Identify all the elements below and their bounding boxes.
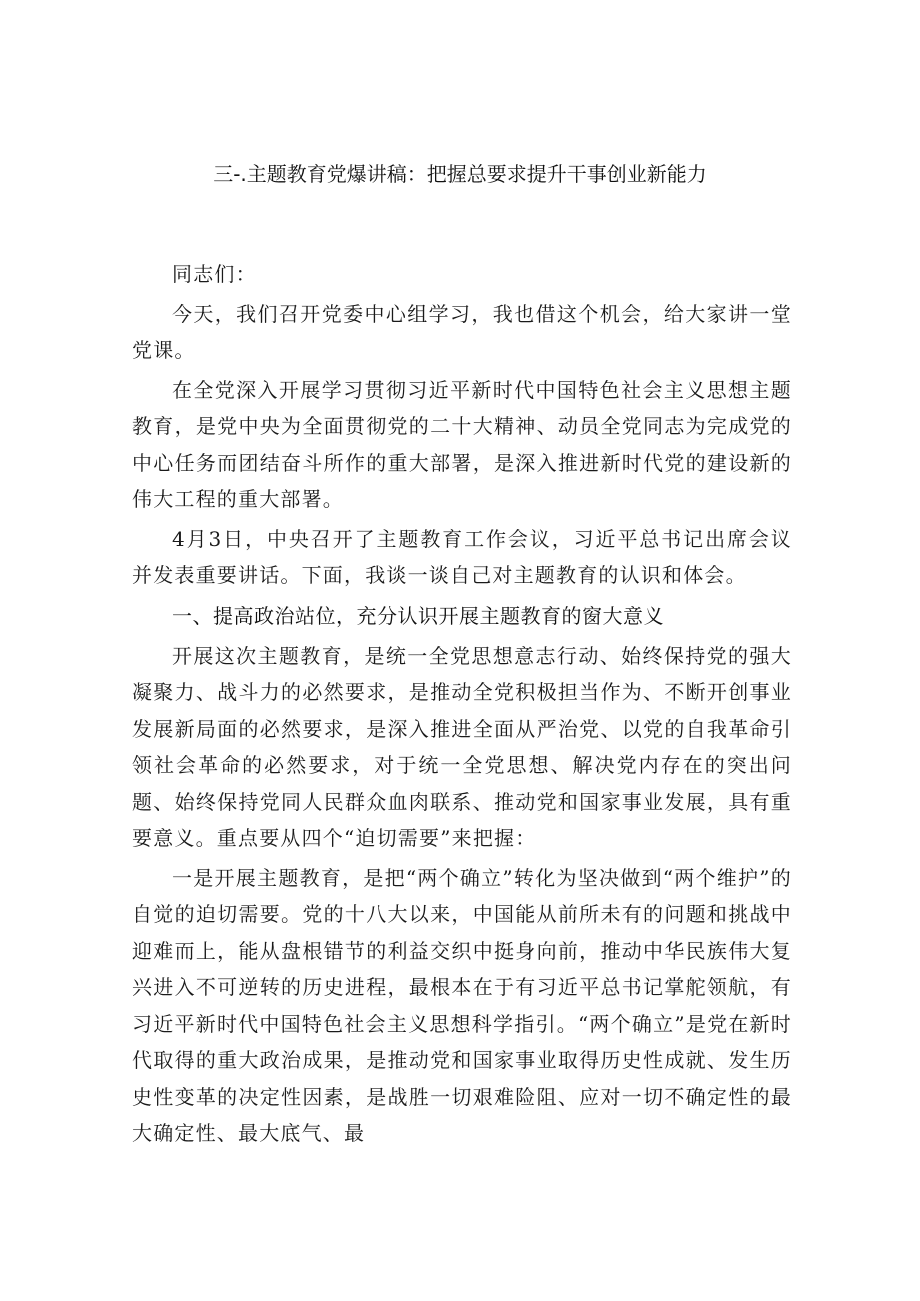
paragraph: 4月3日，中央召开了主题教育工作会议，习近平总书记出席会议并发表重要讲话。下面，我谈一谈自己对主题教育的认识和体会。 <box>132 526 792 587</box>
paragraph: 开展这次主题教育，是统一全党思想意志行动、始终保持党的强大凝聚力、战斗力的必然要求，是推动全党积极担当作为、不断开创事业发展新局面的必然要求，是深入推进全面从严治党、以党的自我革命引领社会革命的必然要求，对于统一全党思想、解决党内存在的突出问题、始终保持党同人民群众血肉联系、推动党和国家事业发展，具有重要意义。重点要从四个“迫切需要”来把握： <box>132 643 792 850</box>
paragraph: 今天，我们召开党委中心组学习，我也借这个机会，给大家讲一堂党课。 <box>132 301 792 362</box>
paragraph: 一是开展主题教育，是把“两个确立”转化为坚决做到“两个维护”的自觉的迫切需要。党的十八大以来，中国能从前所未有的问题和挑战中迎难而上，能从盘根错节的利益交织中挺身向前，推动中华民族伟大复兴进入不可逆转的历史进程，最根本在于有习近平总书记掌舵领航，有习近平新时代中国特色社会主义思想科学指引。“两个确立”是党在新时代取得的重大政治成果，是推动党和国家事业取得历史性成就、发生历史性变革的决定性因素，是战胜一切艰难险阻、应对一切不确定性的最大确定性、最大底气、最 <box>132 865 792 1145</box>
paragraph: 在全党深入开展学习贯彻习近平新时代中国特色社会主义思想主题教育，是党中央为全面贯彻党的二十大精神、动员全党同志为完成党的中心任务而团结奋斗所作的重大部署，是深入推进新时代党的建设新的伟大工程的重大部署。 <box>132 377 792 511</box>
section-heading: 一、提高政治站位，充分认识开展主题教育的窗大意义 <box>172 603 664 628</box>
salutation: 同志们： <box>172 262 257 286</box>
document-title: 三-.主题教育党爆讲稿：把握总要求提升干事创业新能力 <box>213 162 707 186</box>
document-body <box>132 256 792 1152</box>
